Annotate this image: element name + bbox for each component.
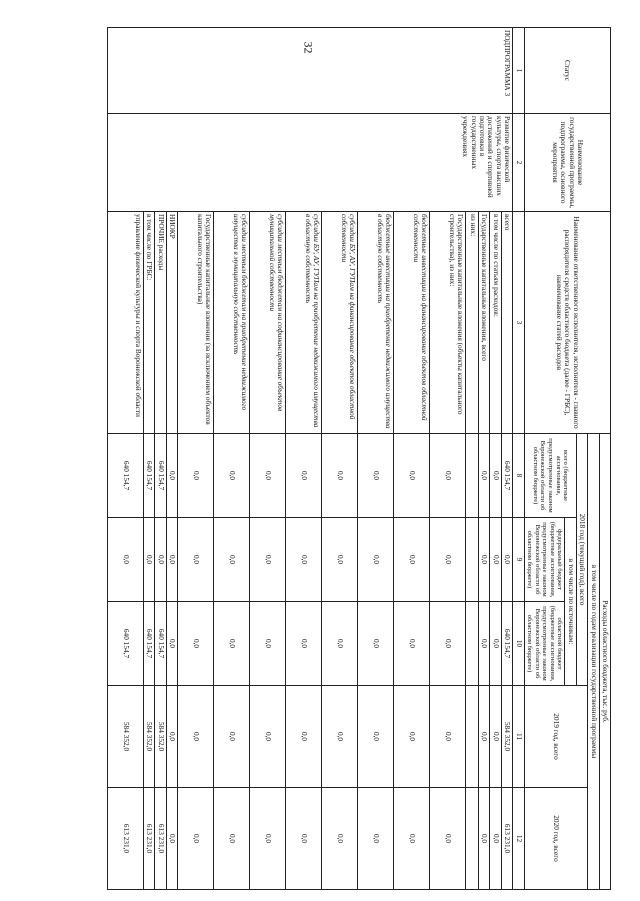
value-cell: 613 231,0 <box>143 788 154 890</box>
value-cell: 640 154,7 <box>143 434 154 518</box>
value-cell: 640 154,7 <box>155 434 166 518</box>
row-label: Государственные капитальные вложения, всего <box>478 212 489 434</box>
row-label: НИОКР <box>166 212 177 434</box>
value-cell: 0,0 <box>166 602 177 686</box>
column-number: 3 <box>513 212 524 434</box>
value-cell: 0,0 <box>393 686 429 788</box>
value-cell: 640 154,7 <box>107 434 143 518</box>
value-cell: 0,0 <box>285 602 321 686</box>
value-cell <box>465 788 478 890</box>
value-cell: 0,0 <box>357 602 393 686</box>
row-label: в том числе по статьям расходов: <box>490 212 501 434</box>
value-cell: 0,0 <box>478 434 489 518</box>
header-all: всего (бюджетные ассигнования, предусмотренные законом Воронежской области об областном бюджете) <box>524 434 576 518</box>
header-incl-sources: в том числе по источникам: <box>565 518 576 686</box>
value-cell: 584 352,0 <box>107 686 143 788</box>
value-cell: 0,0 <box>393 518 429 602</box>
value-cell: 0,0 <box>478 602 489 686</box>
row-label: субсидии БУ, АУ, ГУПам на финансирование объектов областной собственности <box>321 212 357 434</box>
value-cell <box>465 518 478 602</box>
value-cell: 0,0 <box>321 602 357 686</box>
value-cell: 640 154,7 <box>155 602 166 686</box>
value-cell: 0,0 <box>478 788 489 890</box>
value-cell: 0,0 <box>143 518 154 602</box>
value-cell: 0,0 <box>285 518 321 602</box>
value-cell: 584 352,0 <box>501 686 512 788</box>
value-cell: 0,0 <box>155 518 166 602</box>
table-body <box>107 28 512 890</box>
value-cell: 640 154,7 <box>143 602 154 686</box>
row-label: бюджетные инвестиции на финансирование объектов областной собственности <box>393 212 429 434</box>
header-regional: областной бюджет (бюджетные ассигнования, предусмотренные законом Воронежской области об областном бюджете) <box>524 602 565 686</box>
value-cell: 0,0 <box>429 686 465 788</box>
row-label: всего <box>501 212 512 434</box>
value-cell: 0,0 <box>213 788 249 890</box>
value-cell: 613 231,0 <box>155 788 166 890</box>
value-cell: 0,0 <box>249 686 285 788</box>
value-cell: 584 352,0 <box>143 686 154 788</box>
value-cell: 0,0 <box>478 518 489 602</box>
value-cell: 0,0 <box>285 686 321 788</box>
value-cell: 0,0 <box>177 788 213 890</box>
value-cell: 640 154,7 <box>501 602 512 686</box>
value-cell: 0,0 <box>490 788 501 890</box>
row-label: бюджетные инвестиции на приобретение недвижимого имущества в областную собственность <box>357 212 393 434</box>
value-cell: 613 231,0 <box>107 788 143 890</box>
value-cell: 0,0 <box>357 788 393 890</box>
value-cell: 0,0 <box>501 518 512 602</box>
column-number: 12 <box>513 788 524 890</box>
value-cell: 0,0 <box>285 434 321 518</box>
value-cell: 0,0 <box>429 434 465 518</box>
column-number: 11 <box>513 686 524 788</box>
value-cell: 0,0 <box>166 434 177 518</box>
page-number: 32 <box>301 41 316 54</box>
value-cell: 0,0 <box>213 602 249 686</box>
value-cell: 0,0 <box>321 434 357 518</box>
value-cell: 0,0 <box>429 602 465 686</box>
header-2019: 2019 год, всего <box>524 686 588 788</box>
value-cell: 0,0 <box>321 518 357 602</box>
value-cell: 0,0 <box>249 434 285 518</box>
header-by-years: в том числе по годам реализации государственной программы <box>588 434 599 890</box>
value-cell: 0,0 <box>285 788 321 890</box>
value-cell <box>465 602 478 686</box>
header-2020: 2020 год, всего <box>524 788 588 890</box>
table-row <box>501 28 512 890</box>
value-cell: 0,0 <box>213 518 249 602</box>
column-number: 9 <box>513 518 524 602</box>
value-cell: 0,0 <box>490 686 501 788</box>
value-cell: 0,0 <box>478 686 489 788</box>
value-cell: 0,0 <box>357 518 393 602</box>
value-cell: 584 352,0 <box>155 686 166 788</box>
value-cell: 613 231,0 <box>501 788 512 890</box>
value-cell: 0,0 <box>249 602 285 686</box>
header-resp: Наименование ответственного исполнителя, исполнителя - главного распорядителя средств областного бюджета (далее - ГРБС), наименование статей расходов <box>524 212 610 434</box>
row-label: в том числе по ГРБС: <box>143 212 154 434</box>
value-cell <box>465 434 478 518</box>
row-label: субсидии местным бюджетам на приобретение недвижимого имущества в муниципальную собственность <box>213 212 249 434</box>
row-label: управление физической культуры и спорта Воронежской области <box>107 212 143 434</box>
row-label: субсидии БУ, АУ, ГУПам на приобретение недвижимого имущества в областную собственность <box>285 212 321 434</box>
value-cell: 640 154,7 <box>107 602 143 686</box>
value-cell: 0,0 <box>357 686 393 788</box>
value-cell: 0,0 <box>107 518 143 602</box>
rotated-table-area <box>27 27 611 889</box>
column-number: 8 <box>513 434 524 518</box>
value-cell: 0,0 <box>429 518 465 602</box>
value-cell: 0,0 <box>213 434 249 518</box>
status-cell: ПОДПРОГРАММА 3 <box>107 28 512 114</box>
value-cell: 0,0 <box>177 686 213 788</box>
value-cell: 0,0 <box>490 434 501 518</box>
row-label: Государственные капитальные вложения (за исключением объектов капитального строительства) <box>177 212 213 434</box>
value-cell: 0,0 <box>177 602 213 686</box>
row-label: ПРОЧИЕ расходы <box>155 212 166 434</box>
value-cell: 0,0 <box>357 434 393 518</box>
value-cell: 0,0 <box>429 788 465 890</box>
column-number-row <box>513 28 524 890</box>
header-budget-title: Расходы областного бюджета, тыс. руб. <box>599 434 610 890</box>
value-cell: 0,0 <box>177 434 213 518</box>
value-cell: 0,0 <box>166 788 177 890</box>
budget-table <box>107 27 611 890</box>
row-label: из них: <box>465 212 478 434</box>
value-cell: 0,0 <box>490 518 501 602</box>
value-cell: 0,0 <box>249 518 285 602</box>
header-2018: 2018 год (текущий год), всего <box>576 434 587 686</box>
column-number: 10 <box>513 602 524 686</box>
value-cell: 0,0 <box>321 788 357 890</box>
header-status: Статус <box>524 28 610 114</box>
value-cell: 0,0 <box>393 602 429 686</box>
value-cell: 0,0 <box>249 788 285 890</box>
value-cell: 0,0 <box>393 434 429 518</box>
value-cell: 0,0 <box>213 686 249 788</box>
column-number: 2 <box>513 114 524 212</box>
program-name-cell: Развитие физической культуры, спорта высших достижений и спортивной подготовки в государственных учреждениях <box>107 114 512 212</box>
value-cell: 640 154,7 <box>501 434 512 518</box>
value-cell: 0,0 <box>393 788 429 890</box>
value-cell: 0,0 <box>490 602 501 686</box>
header-name: Наименование государственной программы, подпрограммы, основного мероприятия <box>524 114 610 212</box>
value-cell: 0,0 <box>321 686 357 788</box>
value-cell: 0,0 <box>166 518 177 602</box>
value-cell: 0,0 <box>166 686 177 788</box>
value-cell <box>465 686 478 788</box>
value-cell: 0,0 <box>177 518 213 602</box>
row-label: субсидии местным бюджетам на софинансирование объектов муниципальной собственности <box>249 212 285 434</box>
column-number: 1 <box>513 28 524 114</box>
row-label: Государственные капитальные вложения (объекты капитального строительства), из них: <box>429 212 465 434</box>
header-federal: федеральный бюджет (бюджетные ассигнования, предусмотренные законом Воронежской области об областном бюджете) <box>524 518 565 602</box>
